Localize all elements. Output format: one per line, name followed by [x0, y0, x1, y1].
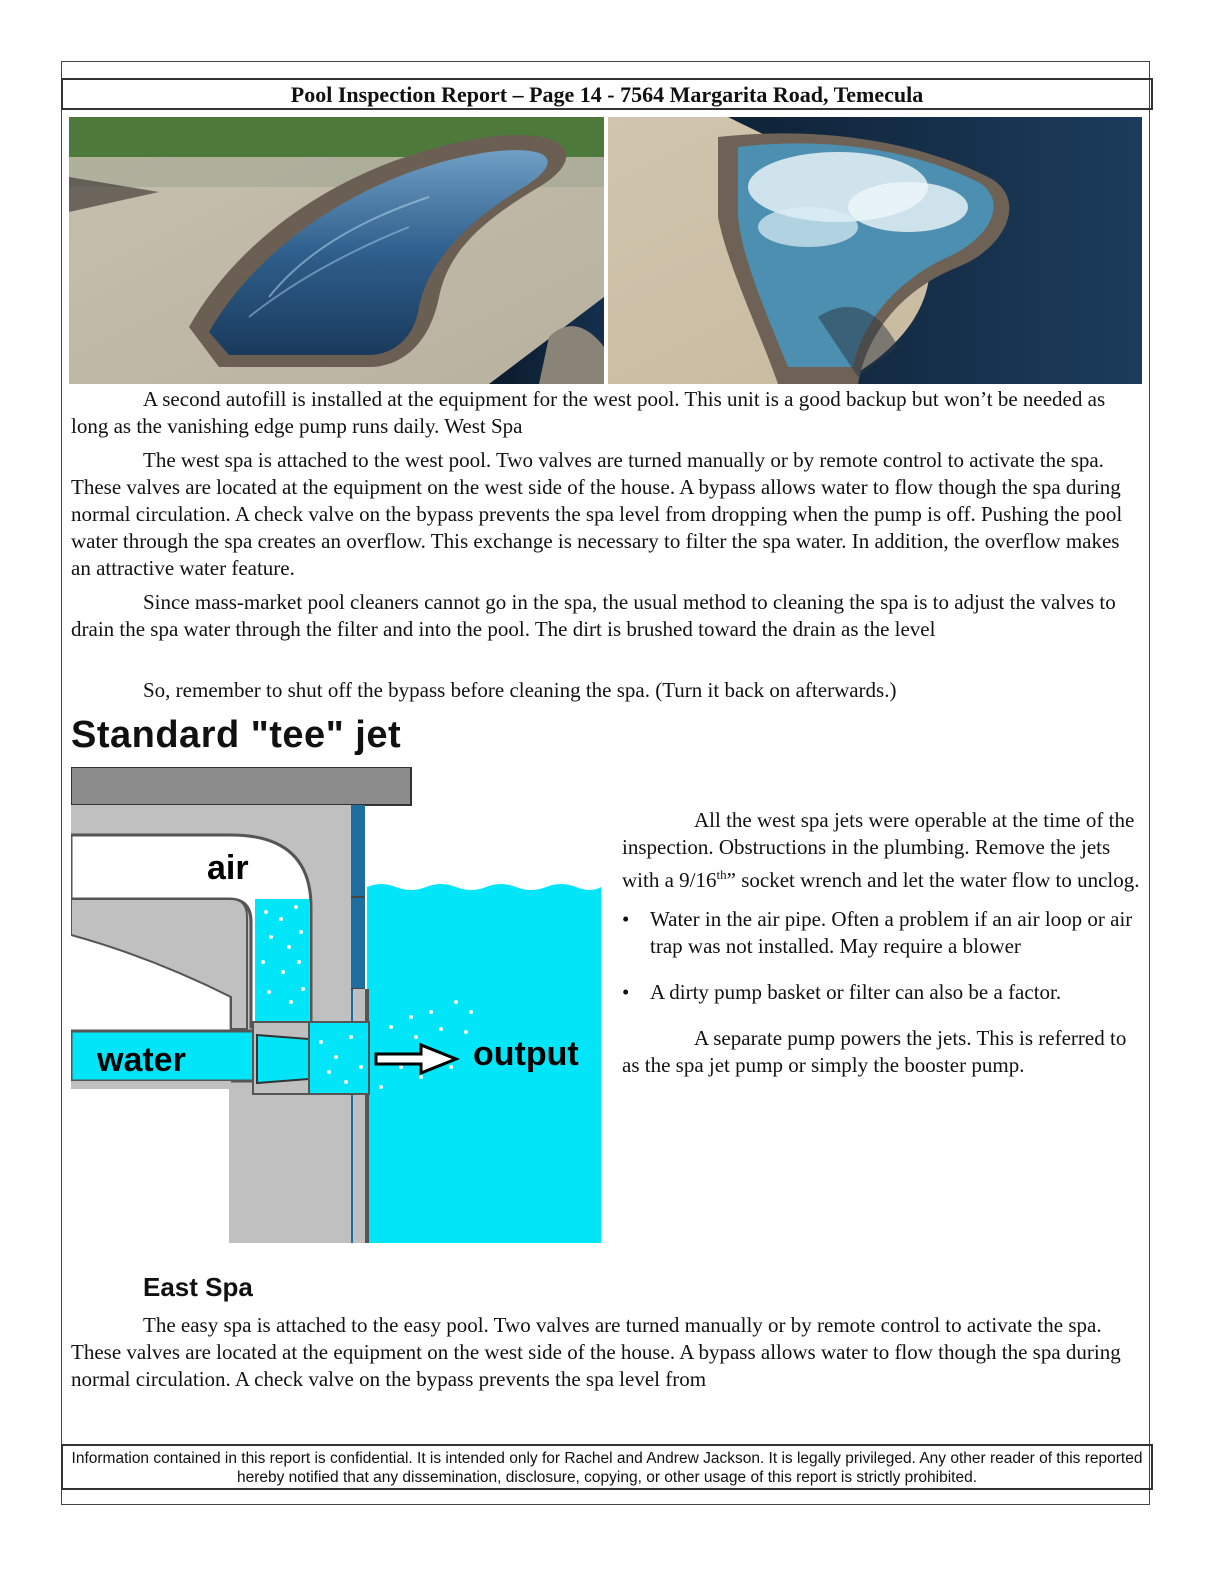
- west-spa-paragraph: The west spa is attached to the west pool. Two valves are turned manually or by remote control to activate the spa. These valves are located at the equipment on the west side of the house. A bypass allows water to flow though the spa during normal circulation. A check valve on the bypass prevents the spa level from dropping when the pump is off. Pushing the pool water through the spa creates an overflow. This exchange is necessary to filter the spa water. In addition, the overflow makes an attractive water feature.: [71, 448, 1123, 580]
- jets-section: [622, 807, 1142, 1079]
- list-item-text: A dirty pump basket or filter can also be a factor.: [650, 980, 1062, 1004]
- east-spa-paragraph: The easy spa is attached to the easy pool. Two valves are turned manually or by remote control to activate the spa. These valves are located at the equipment on the west side of the house. A bypass allows water to flow though the spa during normal circulation. A check valve on the bypass prevents the spa level from: [71, 1313, 1121, 1391]
- bypass-paragraph: So, remember to shut off the bypass before cleaning the spa. (Turn it back on afterwards.): [143, 678, 897, 702]
- jets-intro-text-end: ” socket wrench and let the water flow to unclog.: [726, 868, 1140, 892]
- west-pool-photo: [69, 117, 604, 384]
- diagram-label-water: water: [97, 1041, 186, 1079]
- booster-paragraph: A separate pump powers the jets. This is referred to as the spa jet pump or simply the booster pump.: [622, 1026, 1127, 1077]
- west-spa-photo: [608, 117, 1142, 384]
- jets-intro-superscript: th: [716, 867, 727, 882]
- diagram-label-air: air: [207, 849, 249, 887]
- confidentiality-footer: [61, 1444, 1153, 1490]
- autofill-paragraph: A second autofill is installed at the equipment for the west pool. This unit is a good backup but won’t be needed as long as the vanishing edge pump runs daily. West Spa: [71, 387, 1106, 438]
- diagram-title: Standard "tee" jet: [71, 714, 402, 756]
- east-spa-heading: East Spa: [143, 1272, 253, 1302]
- jets-intro: [622, 807, 1142, 894]
- page-header: [61, 78, 1153, 110]
- cleaners-paragraph: Since mass-market pool cleaners cannot go in the spa, the usual method to cleaning the spa is to adjust the valves to drain the spa water through the filter and into the pool. The dirt is brushed toward the drain as the level: [71, 590, 1116, 641]
- diagram-label-output: output: [473, 1035, 579, 1073]
- page-title: Pool Inspection Report – Page 14 - 7564 Margarita Road, Temecula: [290, 82, 924, 107]
- jets-issues-list: [622, 906, 1142, 1006]
- bullet-icon: •: [622, 980, 630, 1004]
- tee-jet-diagram: [71, 767, 601, 1243]
- footer-text: Information contained in this report is confidential. It is intended only for Rachel and Andrew Jackson. It is legally privileged. Any other reader of this reported hereby notified that any dissemination, disclosure, copying, or other usage of this report is strictly prohibited.: [71, 1450, 1143, 1486]
- list-item-text: Water in the air pipe. Often a problem if an air loop or air trap was not installed. May require a blower: [650, 907, 1133, 958]
- list-item: [622, 906, 1142, 960]
- list-item: [622, 979, 1142, 1006]
- bullet-icon: •: [622, 907, 630, 931]
- jets-intro-text: All the west spa jets were operable at the time of the inspection. Obstructions in the plumbing. Remove the jets with a 9/16: [622, 808, 1135, 892]
